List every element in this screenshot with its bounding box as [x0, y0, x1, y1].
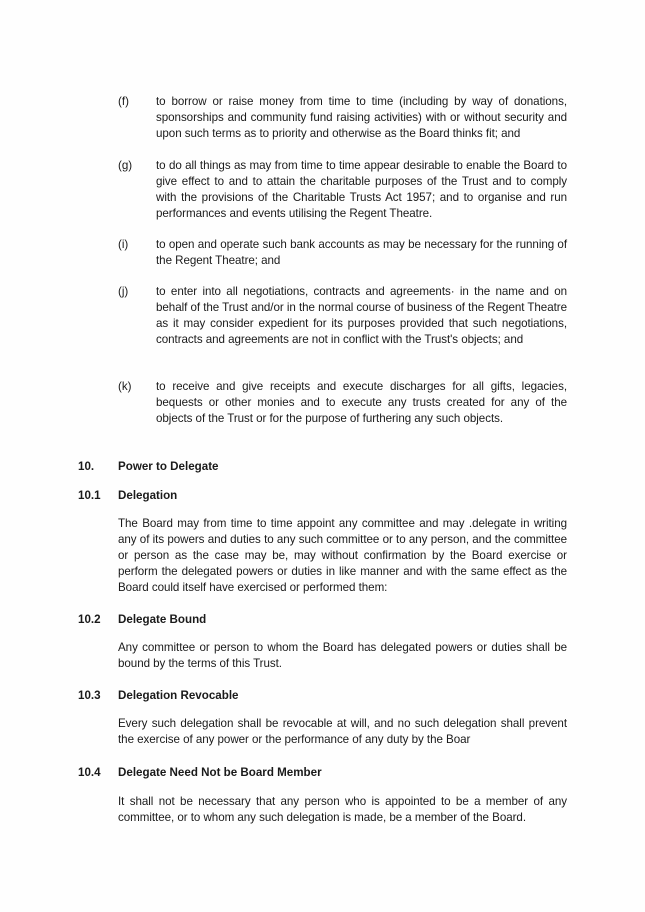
section-number: 10. [78, 460, 95, 473]
list-item-text: to receive and give receipts and execute discharges for all gifts, legacies, bequests or other monies and to execute any trusts created for any of the objects of the Trust or for the purpose of furthering any such objects. [156, 380, 567, 425]
list-item-label: (f) [118, 95, 129, 108]
subsection-title: Delegate Need Not be Board Member [118, 766, 322, 779]
subsection-body: Any committee or person to whom the Board has delegated powers or duties shall be bound by the terms of this Trust. [118, 641, 567, 670]
list-item-label: (g) [118, 159, 133, 172]
section-title: Power to Delegate [118, 460, 219, 473]
list-item-label: (k) [118, 380, 132, 393]
list-item-label: (j) [118, 285, 129, 298]
subsection-body: Every such delegation shall be revocable at will, and no such delegation shall prevent the exercise of any power or the performance of any duty by the Boar [118, 717, 567, 746]
list-item-text: to do all things as may from time to time appear desirable to enable the Board to give effect to and to attain the charitable purposes of the Trust and to comply with the provisions of the Charitable Trusts Act 1957; and to organise and run performances and events utilising the Regent Theatre. [156, 159, 567, 220]
list-item-text: to borrow or raise money from time to time (including by way of donations, sponsorships and community fund raising activities) with or without security and upon such terms as to priority and otherwise as the Board thinks fit; and [156, 95, 567, 140]
subsection-body: The Board may from time to time appoint any committee and may .delegate in writing any of its powers and duties to any such committee or to any person, and the committee or person as the case may be, may without confirmation by the Board exercise or perform the delegated powers or duties in like manner and with the same effect as the Board could itself have exercised or performed them: [118, 517, 567, 594]
list-item-label: (i) [118, 238, 129, 251]
subsection-title: Delegate Bound [118, 613, 207, 626]
list-item-text: to open and operate such bank accounts as may be necessary for the running of the Regent Theatre; and [156, 238, 567, 267]
subsection-title: Delegation [118, 489, 178, 502]
subsection-title: Delegation Revocable [118, 689, 239, 702]
subsection-number: 10.1 [78, 489, 101, 502]
subsection-body: It shall not be necessary that any person who is appointed to be a member of any committee, or to whom any such delegation is made, be a member of the Board. [118, 795, 567, 824]
subsection-number: 10.2 [78, 613, 101, 626]
subsection-number: 10.4 [78, 766, 101, 779]
subsection-number: 10.3 [78, 689, 101, 702]
list-item-text: to enter into all negotiations, contracts and agreements· in the name and on behalf of the Trust and/or in the normal course of business of the Regent Theatre as it may consider expedient for its purposes provided that such negotiations, contracts and agreements are not in conflict with the Trust's objects; and [156, 285, 567, 346]
